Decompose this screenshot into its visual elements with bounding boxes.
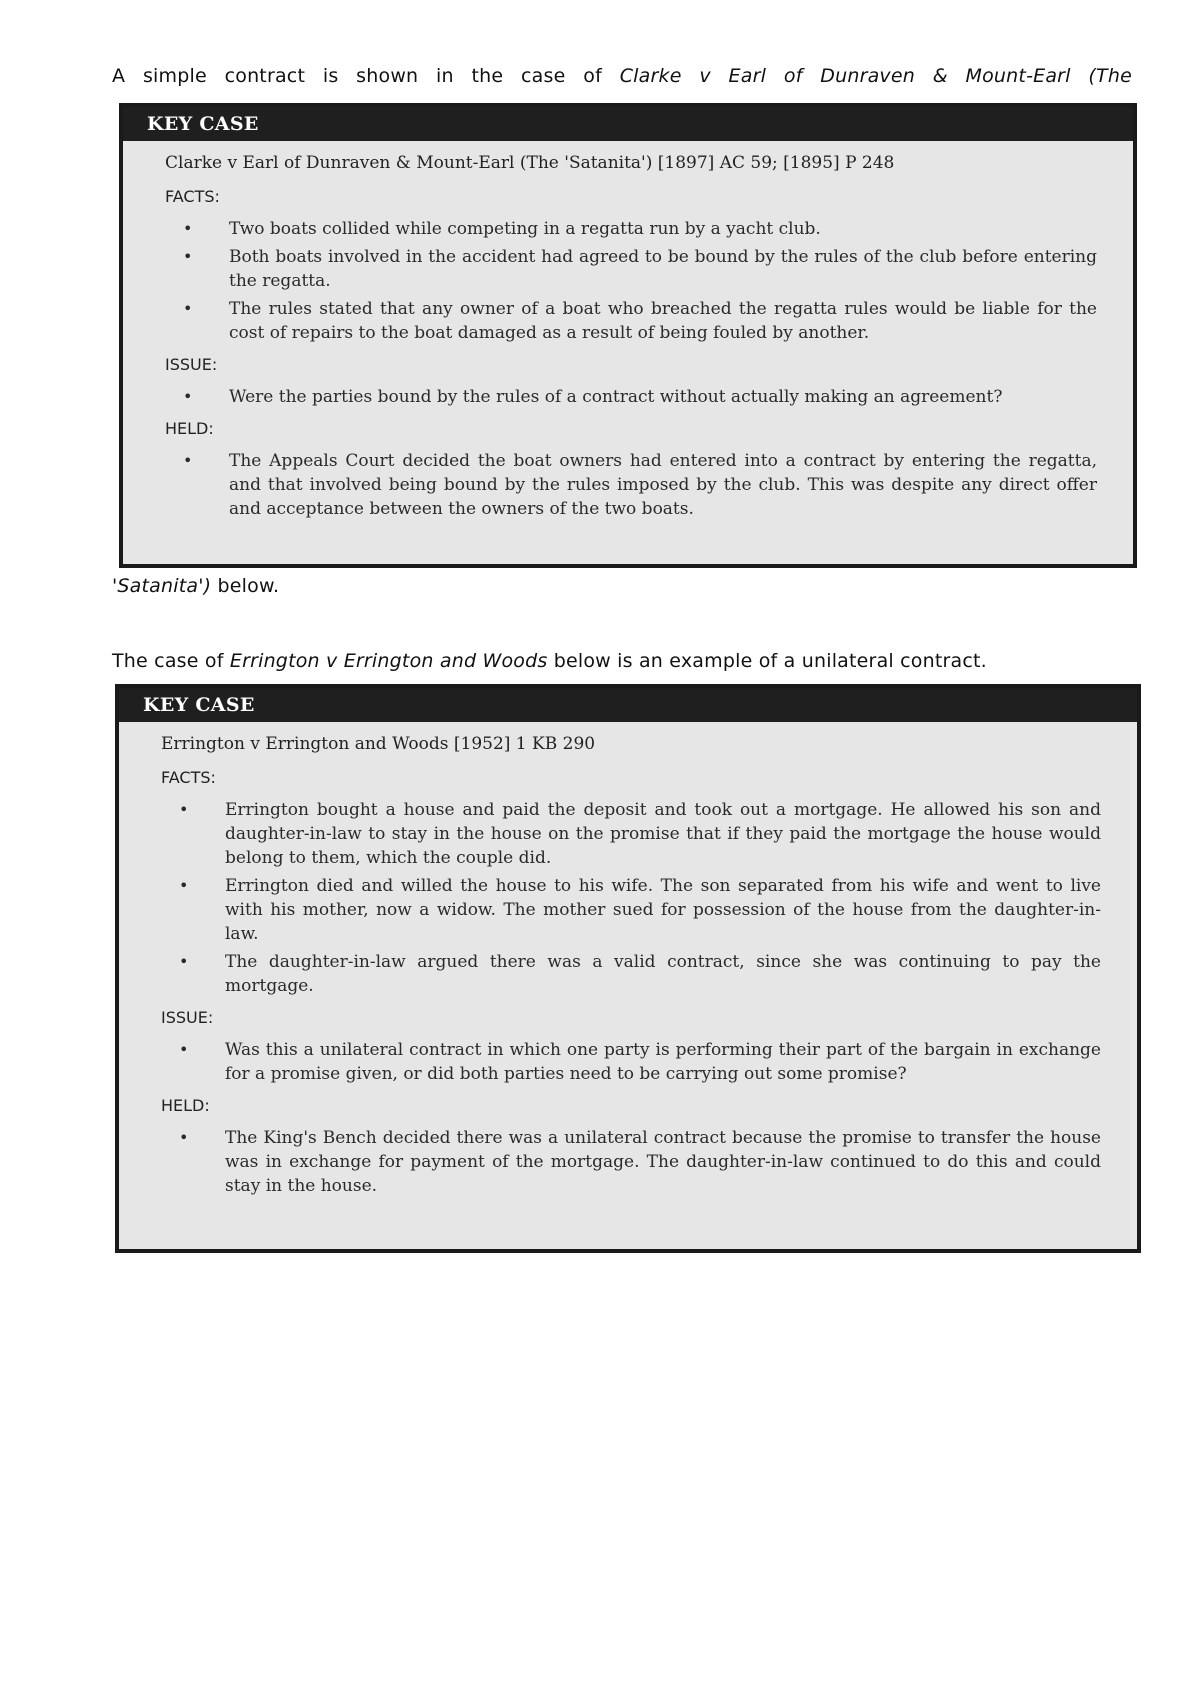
intro-word: the [471, 65, 504, 87]
key-case-header: KEY CASE [123, 107, 1133, 141]
intro-word-italic: Clarke [619, 65, 682, 87]
intro-paragraph-2 [112, 649, 987, 673]
list-item: • Were the parties bound by the rules of a contract without actually making an agreement? [165, 385, 1097, 409]
issue-label: ISSUE: [161, 1008, 214, 1027]
case-citation: Errington v Errington and Woods [1952] 1 KB 290 [161, 734, 596, 754]
intro-case-name: 'Satanita') [112, 575, 212, 597]
intro-word: simple [142, 65, 207, 87]
list-item: • The daughter-in-law argued there was a valid contract, since she was continuing to pay the mortgage. [161, 950, 1101, 998]
list-item: • Errington died and willed the house to his wife. The son separated from his wife and went to live with his mother, now a widow. The mother sued for possession of the house from the daughter-in-law. [161, 874, 1101, 946]
issue-list [165, 385, 1097, 409]
facts-list [161, 798, 1101, 998]
intro-word: case [521, 65, 566, 87]
held-label: HELD: [161, 1096, 210, 1115]
held-label: HELD: [165, 419, 214, 438]
key-case-satanita [119, 103, 1137, 568]
list-item: • Two boats collided while competing in a regatta run by a yacht club. [165, 217, 1097, 241]
intro-word: shown [356, 65, 419, 87]
intro-word: is [322, 65, 339, 87]
key-case-body [123, 141, 1133, 521]
intro-word: contract [224, 65, 306, 87]
intro-word-italic: & [932, 65, 948, 87]
intro-word: A [112, 65, 126, 87]
list-item: • Both boats involved in the accident had agreed to be bound by the rules of the club before entering the regatta. [165, 245, 1097, 293]
intro-text: The case of [112, 650, 230, 672]
intro-word: in [436, 65, 454, 87]
intro-text: below is an example of a unilateral contract. [547, 650, 987, 672]
issue-list [161, 1038, 1101, 1086]
issue-label: ISSUE: [165, 355, 218, 374]
list-item: • The Appeals Court decided the boat owners had entered into a contract by entering the regatta, and that involved being bound by the rules imposed by the club. This was despite any direct offer and acceptance between the owners of the two boats. [165, 449, 1097, 521]
facts-label: FACTS: [161, 768, 216, 787]
key-case-errington [115, 684, 1141, 1253]
intro-word-italic: Earl [728, 65, 767, 87]
intro-line-2 [112, 574, 279, 598]
intro-word-italic: of [783, 65, 803, 87]
intro-text: below. [211, 575, 280, 597]
key-case-body [119, 722, 1137, 1198]
facts-list [165, 217, 1097, 345]
list-item: • The King's Bench decided there was a unilateral contract because the promise to transfer the house was in exchange for payment of the mortgage. The daughter-in-law continued to do this and could stay in the house. [161, 1126, 1101, 1198]
facts-label: FACTS: [165, 187, 220, 206]
case-citation: Clarke v Earl of Dunraven & Mount-Earl (The 'Satanita') [1897] AC 59; [1895] P 248 [165, 153, 895, 173]
list-item: • Errington bought a house and paid the deposit and took out a mortgage. He allowed his son and daughter-in-law to stay in the house on the promise that if they paid the mortgage the house would belong to them, which the couple did. [161, 798, 1101, 870]
held-list [161, 1126, 1101, 1198]
intro-case-name: Errington v Errington and Woods [229, 650, 548, 672]
intro-word-italic: Mount-Earl [965, 65, 1071, 87]
held-list [165, 449, 1097, 521]
intro-word-italic: v [699, 65, 711, 87]
intro-word-italic: Dunraven [820, 65, 916, 87]
intro-word: of [583, 65, 602, 87]
key-case-header: KEY CASE [119, 688, 1137, 722]
intro-line-1 [112, 64, 1132, 88]
list-item: • The rules stated that any owner of a boat who breached the regatta rules would be liable for the cost of repairs to the boat damaged as a result of being fouled by another. [165, 297, 1097, 345]
list-item: • Was this a unilateral contract in which one party is performing their part of the bargain in exchange for a promise given, or did both parties need to be carrying out some promise? [161, 1038, 1101, 1086]
intro-word-italic: (The [1088, 65, 1132, 87]
